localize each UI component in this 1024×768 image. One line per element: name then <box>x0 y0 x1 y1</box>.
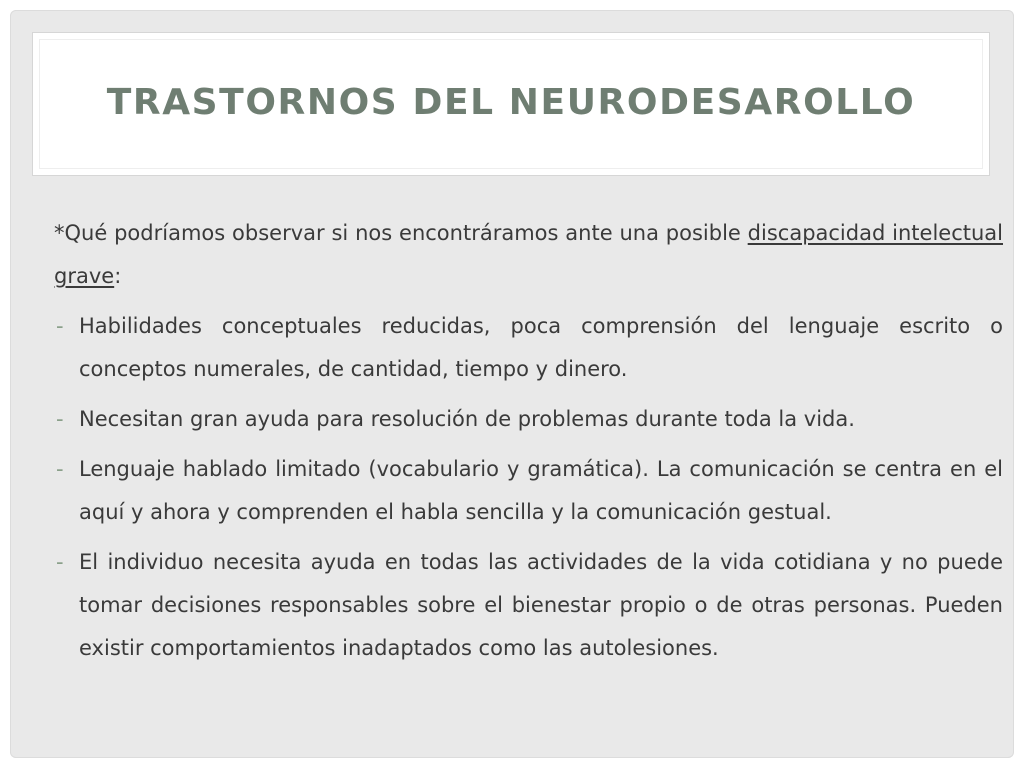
slide <box>10 10 1014 758</box>
bullet-item <box>54 305 1003 391</box>
bullet-dash: - <box>56 407 64 431</box>
bullet-dash: - <box>56 550 64 574</box>
intro-prefix: *Qué podríamos observar si nos encontráramos ante una posible <box>54 221 748 245</box>
bullet-text: Lenguaje hablado limitado (vocabulario y gramática). La comunicación se centra en el aquí y ahora y comprenden el habla sencilla y la comunicación gestual. <box>79 457 1003 524</box>
bullet-item <box>54 398 1003 441</box>
slide-title: TRASTORNOS DEL NEURODESAROLLO <box>106 82 916 123</box>
bullet-dash: - <box>56 457 64 481</box>
intro-underlined-term: discapacidad intelectual grave <box>54 221 1003 288</box>
title-box <box>32 32 990 176</box>
intro-suffix: : <box>114 264 122 288</box>
bullet-list <box>54 305 1003 670</box>
bullet-text: Habilidades conceptuales reducidas, poca comprensión del lenguaje escrito o conceptos numerales, de cantidad, tiempo y dinero. <box>79 314 1003 381</box>
bullet-text: Necesitan gran ayuda para resolución de problemas durante toda la vida. <box>79 407 855 431</box>
bullet-item <box>54 448 1003 534</box>
bullet-text: El individuo necesita ayuda en todas las actividades de la vida cotidiana y no puede tomar decisiones responsables sobre el bienestar propio o de otras personas. Pueden existir comportamientos inadaptados como las autolesiones. <box>79 550 1003 660</box>
bullet-item <box>54 541 1003 670</box>
intro-paragraph <box>54 212 1003 298</box>
slide-body <box>54 212 1003 670</box>
bullet-dash: - <box>56 314 64 338</box>
